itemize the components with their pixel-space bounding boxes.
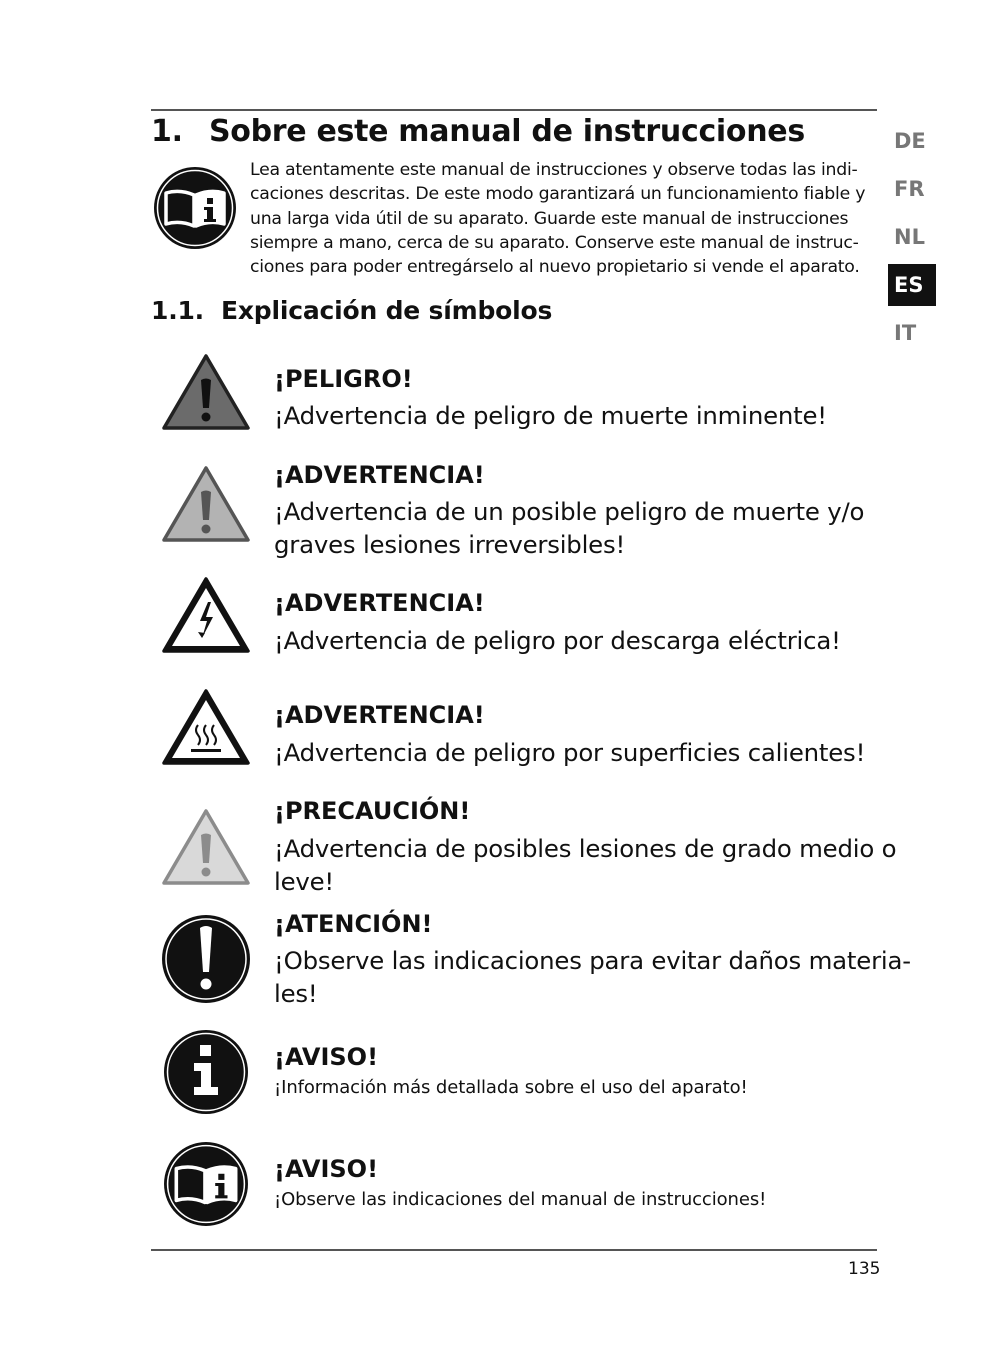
- bottom-rule: [151, 1249, 877, 1251]
- section-title: Sobre este manual de instrucciones: [209, 114, 805, 149]
- subsection-heading: [151, 296, 552, 325]
- intro-line: Lea atentamente este manual de instrucciones y observe todas las indi-: [250, 160, 858, 180]
- language-tab-es[interactable]: ES: [888, 264, 936, 306]
- intro-line: una larga vida útil de su aparato. Guarde este manual de instrucciones: [250, 208, 849, 229]
- symbol-description-line: graves lesiones irreversibles!: [274, 530, 626, 559]
- symbol-description-line: ¡Advertencia de peligro por descarga eléctrica!: [274, 626, 841, 655]
- symbol-description: [274, 944, 911, 1010]
- symbol-description-line: ¡Información más detallada sobre el uso del aparato!: [274, 1077, 748, 1098]
- symbol-title: ¡ADVERTENCIA!: [274, 461, 485, 489]
- section-heading: [151, 114, 805, 149]
- symbol-title: ¡AVISO!: [274, 1043, 379, 1071]
- symbol-title: ¡ADVERTENCIA!: [274, 701, 485, 729]
- section-number: 1.: [151, 114, 183, 149]
- symbol-description: [274, 399, 827, 432]
- intro-line: siempre a mano, cerca de su aparato. Conserve este manual de instruc-: [250, 232, 859, 253]
- manual-info-icon: [163, 1141, 249, 1227]
- language-tab-fr[interactable]: FR: [894, 177, 925, 201]
- intro-paragraph: [250, 158, 880, 279]
- danger-warning-triangle-icon: [161, 352, 251, 432]
- top-rule: [151, 109, 877, 111]
- symbol-description-line: ¡Advertencia de peligro por superficies calientes!: [274, 738, 866, 767]
- warning-triangle-icon: [161, 464, 251, 544]
- subsection-title: Explicación de símbolos: [221, 296, 553, 325]
- attention-exclamation-circle-icon: [161, 914, 251, 1004]
- page-number: 135: [848, 1259, 881, 1279]
- symbol-description-line: ¡Advertencia de un posible peligro de muerte y/o: [274, 497, 865, 526]
- caution-triangle-icon: [161, 807, 251, 887]
- symbol-description: [274, 1076, 748, 1100]
- symbol-title: ¡ADVERTENCIA!: [274, 589, 485, 617]
- symbol-description-line: les!: [274, 979, 318, 1008]
- symbol-description-line: ¡Advertencia de posibles lesiones de grado medio o: [274, 834, 897, 863]
- symbol-description: [274, 1188, 766, 1212]
- language-tab-it[interactable]: IT: [894, 321, 917, 345]
- symbol-description: [274, 624, 841, 657]
- language-tab-nl[interactable]: NL: [894, 225, 925, 249]
- language-tabs: [888, 120, 936, 360]
- info-circle-icon: [163, 1029, 249, 1115]
- symbol-description-line: ¡Observe las indicaciones del manual de instrucciones!: [274, 1189, 767, 1210]
- symbol-description: [274, 832, 896, 898]
- intro-line: caciones descritas. De este modo garantizará un funcionamiento fiable y: [250, 184, 866, 205]
- symbol-description-line: ¡Advertencia de peligro de muerte inminente!: [274, 401, 827, 430]
- manual-info-icon: [153, 166, 237, 250]
- symbol-title: ¡PELIGRO!: [274, 365, 413, 393]
- symbol-title: ¡AVISO!: [274, 1155, 379, 1183]
- intro-line: ciones para poder entregárselo al nuevo propietario si vende el aparato.: [250, 257, 860, 278]
- symbol-description: [274, 736, 865, 769]
- electric-shock-triangle-icon: [161, 575, 251, 655]
- symbol-title: ¡ATENCIÓN!: [274, 910, 433, 938]
- subsection-number: 1.1.: [151, 296, 204, 325]
- symbol-title: ¡PRECAUCIÓN!: [274, 797, 471, 825]
- language-tab-de[interactable]: DE: [894, 129, 926, 153]
- symbol-description-line: ¡Observe las indicaciones para evitar daños materia-: [274, 946, 911, 975]
- hot-surface-triangle-icon: [161, 687, 251, 767]
- symbol-description-line: leve!: [274, 867, 335, 896]
- symbol-description: [274, 495, 864, 561]
